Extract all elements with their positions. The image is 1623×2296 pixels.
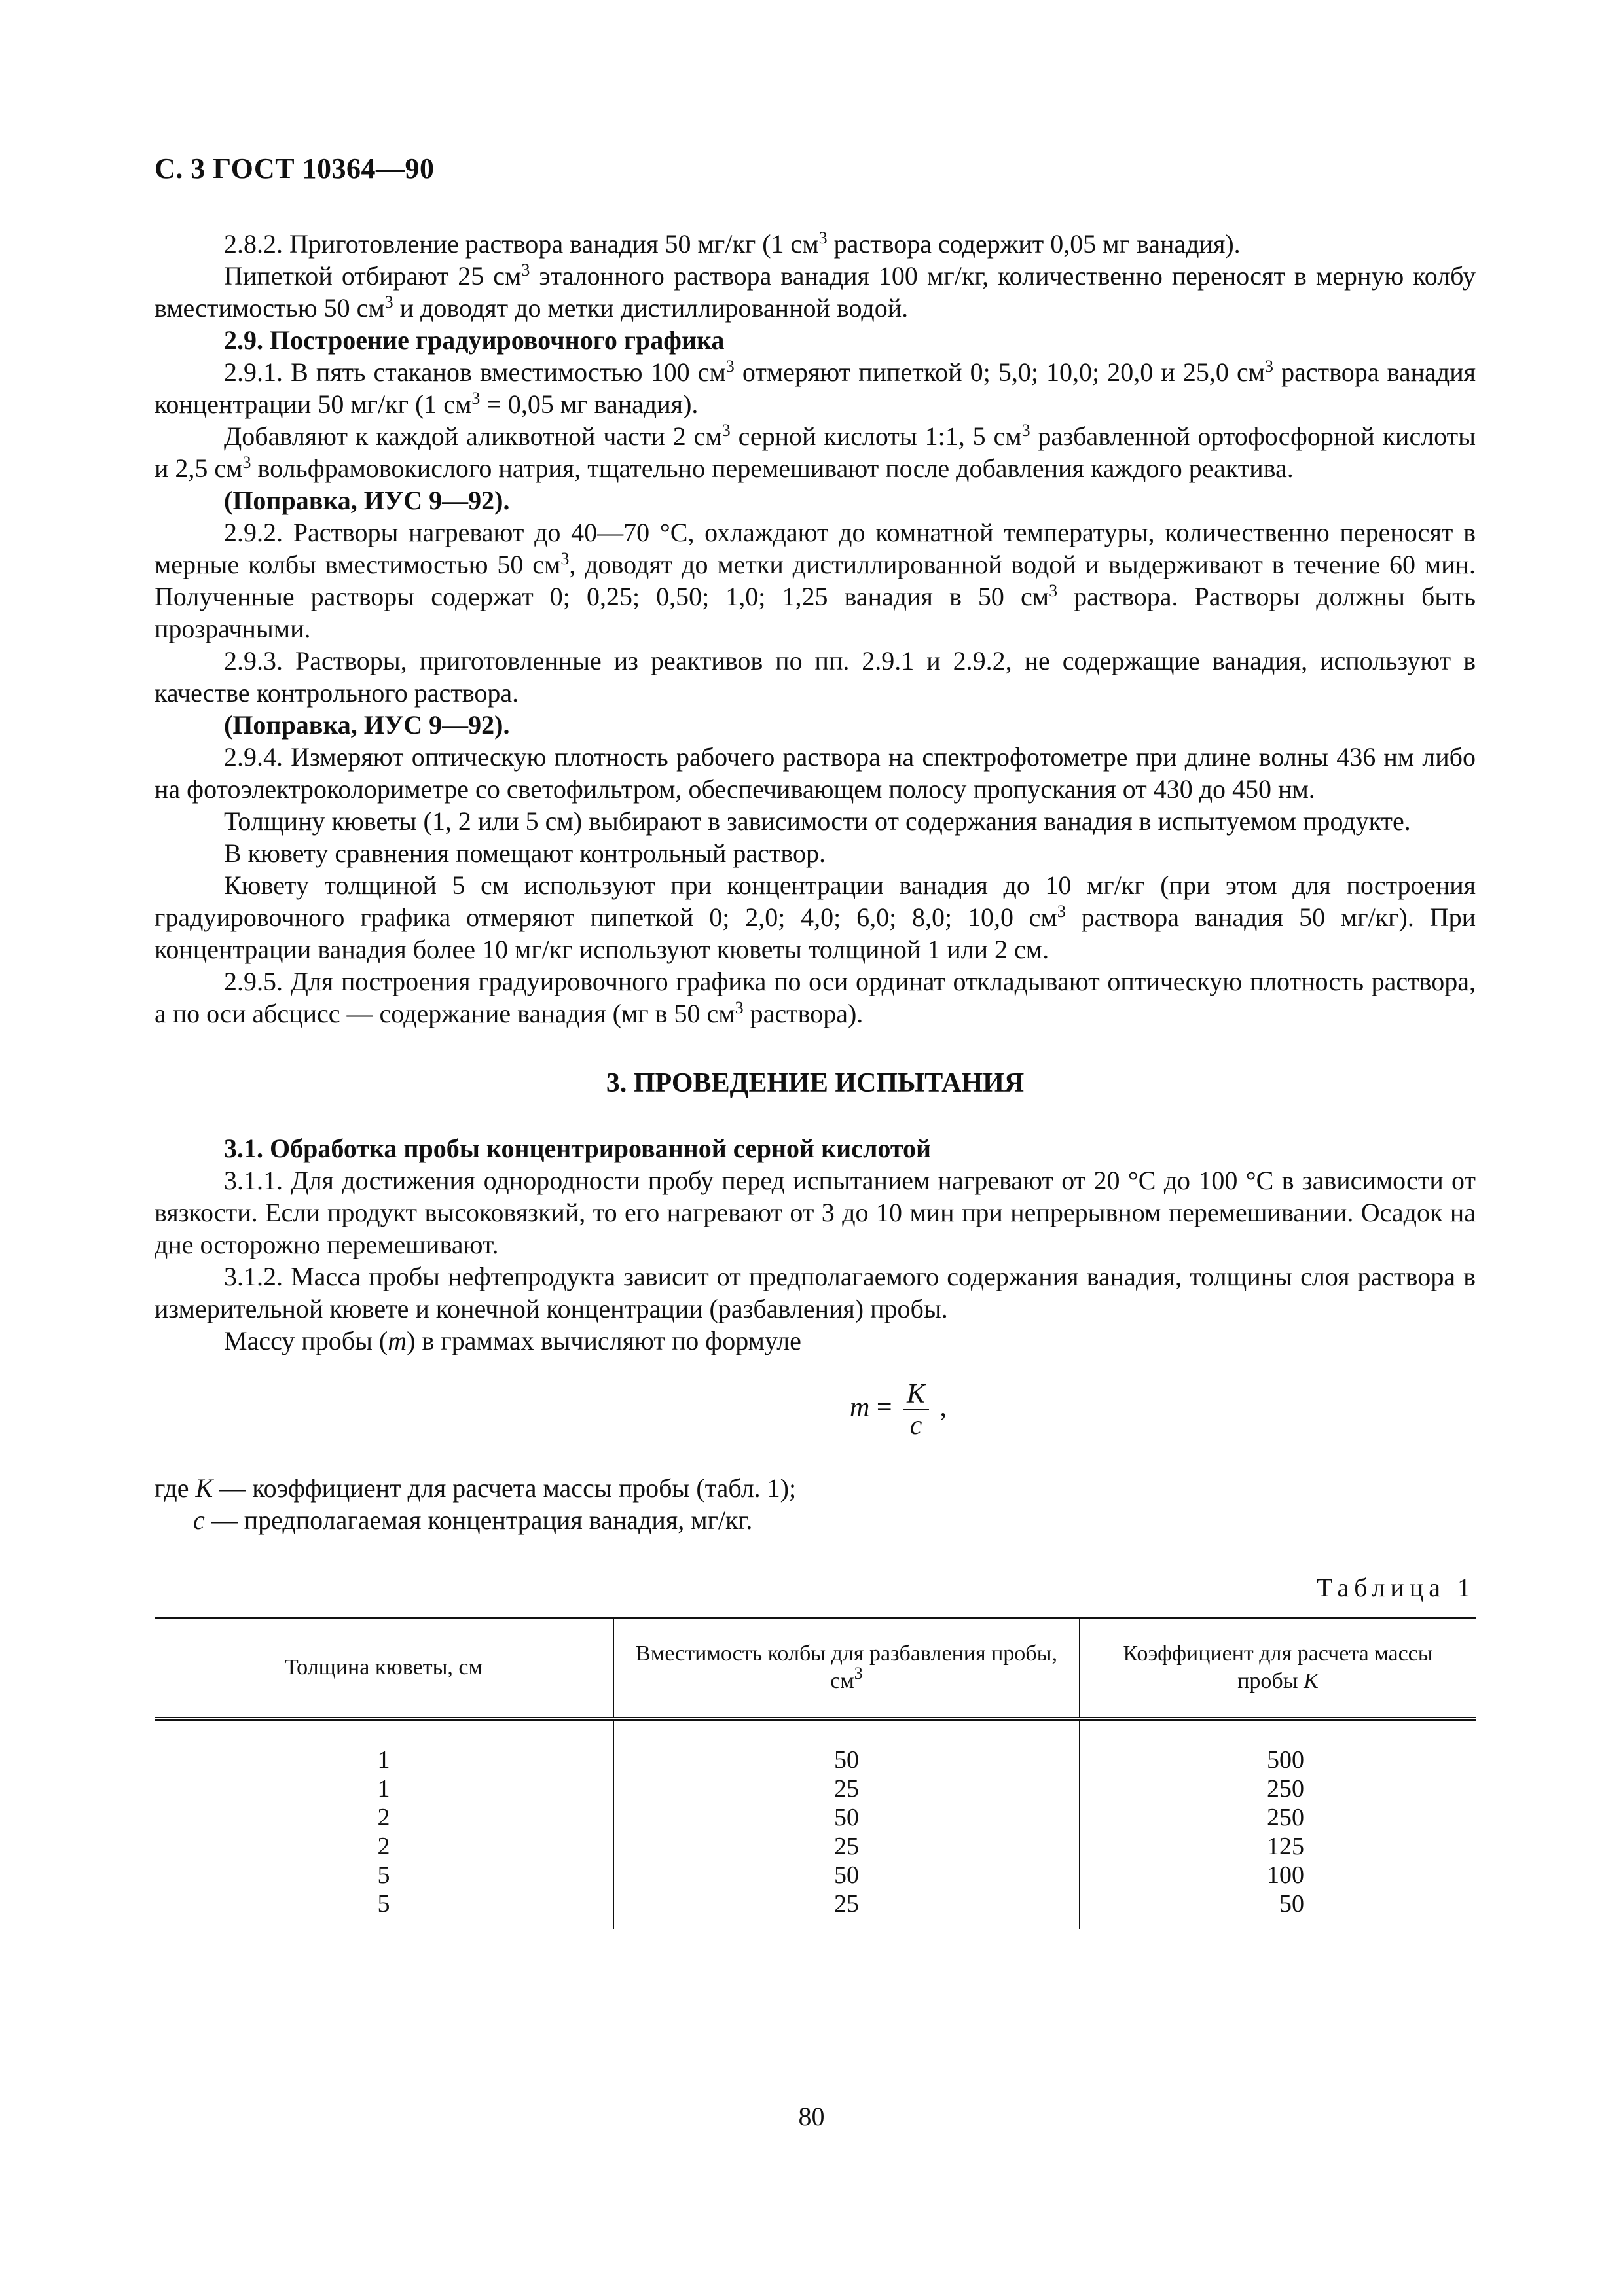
cell-thickness: 5 bbox=[377, 1861, 390, 1889]
paragraph-2-9-1: 2.9.1. В пять стаканов вместимостью 100 $см^3$ отмеряют пипеткой 0; 5,0; 10,0; 20,0 и 25,0 $см^3$ раствора ванадия концентрации 50 мг/кг (1 $см^3 = 0,05$ мг ванадия). bbox=[155, 357, 1476, 419]
paragraph-3-1-1: 3.1.1. Для достижения однородности пробу перед испытанием нагревают от 20 °С до 100 °С в зависимости от вязкости. Если продукт высоковязкий, то его нагревают от 3 до 10 мин при непрерывном перемешивании. Осадок на дне осторожно перемешивают. bbox=[155, 1166, 1476, 1259]
cell-volume: 50 bbox=[613, 1719, 1080, 1774]
formula-lhs: m bbox=[850, 1392, 870, 1423]
formula-numerator: K bbox=[903, 1379, 929, 1410]
paragraph-3-1-2: 3.1.2. Масса пробы нефтепродукта зависит от предполагаемого содержания ванадия, толщины слоя раствора в измерительной кювете и конечной концентрации (разбавления) пробы. bbox=[155, 1262, 1476, 1323]
formula-equals: = bbox=[869, 1392, 900, 1423]
paragraph-2-9-4-c: В кювету сравнения помещают контрольный раствор. bbox=[224, 838, 826, 868]
paragraph-2-9-4-b: Толщину кюветы (1, 2 или 5 см) выбирают в зависимости от содержания ванадия в испытуемом продукте. bbox=[224, 806, 1411, 836]
cell-volume: 25 bbox=[613, 1774, 1080, 1803]
cell-coefficient: 250 bbox=[1267, 1804, 1304, 1831]
amendment-note-2: (Поправка, ИУС 9—92). bbox=[224, 710, 510, 740]
cell-thickness: 2 bbox=[377, 1833, 390, 1860]
paragraph-2-9-1-b: Добавляют к каждой аликвотной части 2 $см^3$ серной кислоты 1:1, 5 $см^3$ разбавленной ортофосфорной кислоты и 2,5 $см^3$ вольфрамовокислого натрия, тщательно перемешивают после добавления каждого реактива. bbox=[155, 421, 1476, 483]
paragraph-2-9-2: 2.9.2. Растворы нагревают до 40—70 °С, охлаждают до комнатной температуры, количественно переносят в мерные колбы вместимостью 50 $см^3$, доводят до метки дистиллированной водой и выдерживают в течение 60 мин. Полученные растворы содержат 0; 0,25; 0,50; 1,0; 1,25 ванадия в 50 $см^3$ раствора. Растворы должны быть прозрачными. bbox=[155, 518, 1476, 643]
table-caption: Таблица 1 bbox=[1316, 1573, 1476, 1602]
table-row bbox=[155, 1832, 1476, 1861]
formula-denominator: c bbox=[909, 1410, 922, 1441]
formula-tail: , bbox=[933, 1392, 947, 1423]
coefficient-table bbox=[155, 1617, 1476, 1929]
paragraph-2-9-4: 2.9.4. Измеряют оптическую плотность рабочего раствора на спектрофотометре при длине волны 436 нм либо на фотоэлектроколориметре со светофильтром, обеспечивающем полосу пропускания от 430 до 450 нм. bbox=[155, 742, 1476, 804]
cell-volume: 25 bbox=[613, 1832, 1080, 1861]
table-header-row bbox=[155, 1618, 1476, 1719]
document-body bbox=[155, 228, 1476, 1929]
cell-coefficient: 500 bbox=[1267, 1746, 1304, 1774]
paragraph-2-9-4-d: Кювету толщиной 5 см используют при концентрации ванадия до 10 мг/кг (при этом для построения градуировочного графика отмеряют пипеткой 0; 2,0; 4,0; 6,0; 8,0; 10,0 $см^3$ раствора ванадия 50 мг/кг). При концентрации ванадия более 10 мг/кг используют кюветы толщиной 1 или 2 см. bbox=[155, 870, 1476, 964]
paragraph-2-9-3: 2.9.3. Растворы, приготовленные из реактивов по пп. 2.9.1 и 2.9.2, не содержащие ванадия, используют в качестве контрольного раствора. bbox=[155, 646, 1476, 708]
mass-formula bbox=[155, 1379, 1476, 1444]
cell-thickness: 5 bbox=[377, 1890, 390, 1918]
header-flask-volume: Вместимость колбы для разбавления пробы, $см^3$ bbox=[613, 1618, 1080, 1719]
where-c: c — предполагаемая концентрация ванадия, мг/кг. bbox=[193, 1505, 753, 1535]
cell-coefficient: 125 bbox=[1267, 1833, 1304, 1860]
cell-coefficient: 50 bbox=[1279, 1890, 1304, 1918]
cell-coefficient: 250 bbox=[1267, 1775, 1304, 1803]
page-number: 80 bbox=[798, 2102, 825, 2131]
heading-3-1: 3.1. Обработка пробы концентрированной серной кислотой bbox=[224, 1134, 932, 1163]
cell-coefficient: 100 bbox=[1267, 1861, 1304, 1889]
paragraph-2-8-2-b: Пипеткой отбирают 25 $см^3$ эталонного раствора ванадия 100 мг/кг, количественно переносят в мерную колбу вместимостью 50 $см^3$ и доводят до метки дистиллированной водой. bbox=[155, 260, 1476, 323]
cell-thickness: 1 bbox=[377, 1746, 390, 1774]
header-coefficient: Коэффициент для расчета массы пробы K bbox=[1080, 1618, 1476, 1719]
table-row bbox=[155, 1719, 1476, 1774]
cell-volume: 50 bbox=[613, 1861, 1080, 1890]
cell-thickness: 1 bbox=[377, 1775, 390, 1803]
table-row bbox=[155, 1803, 1476, 1832]
table-row bbox=[155, 1890, 1476, 1929]
section-title-3: 3. ПРОВЕДЕНИЕ ИСПЫТАНИЯ bbox=[606, 1068, 1025, 1098]
cell-volume: 50 bbox=[613, 1803, 1080, 1832]
table-row bbox=[155, 1861, 1476, 1890]
header-cuvette-thickness: Толщина кюветы, см bbox=[155, 1618, 613, 1719]
cell-volume: 25 bbox=[613, 1890, 1080, 1929]
where-k: где K — коэффициент для расчета массы пробы (табл. 1); bbox=[155, 1473, 797, 1503]
paragraph-3-1-2-b: Массу пробы (m) в граммах вычисляют по формуле bbox=[224, 1326, 801, 1355]
table-row bbox=[155, 1774, 1476, 1803]
page-header: С. 3 ГОСТ 10364—90 bbox=[155, 152, 435, 185]
heading-2-9: 2.9. Построение градуировочного графика bbox=[224, 325, 725, 355]
amendment-note-1: (Поправка, ИУС 9—92). bbox=[224, 486, 510, 515]
paragraph-2-8-2: 2.8.2. Приготовление раствора ванадия 50 мг/кг (1 $см^3$ раствора содержит 0,05 мг ванадия). bbox=[224, 228, 1241, 259]
cell-thickness: 2 bbox=[377, 1804, 390, 1831]
paragraph-2-9-5: 2.9.5. Для построения градуировочного графика по оси ординат откладывают оптическую плотность раствора, а по оси абсцисс — содержание ванадия (мг в 50 $см^3$ раствора). bbox=[155, 967, 1476, 1028]
